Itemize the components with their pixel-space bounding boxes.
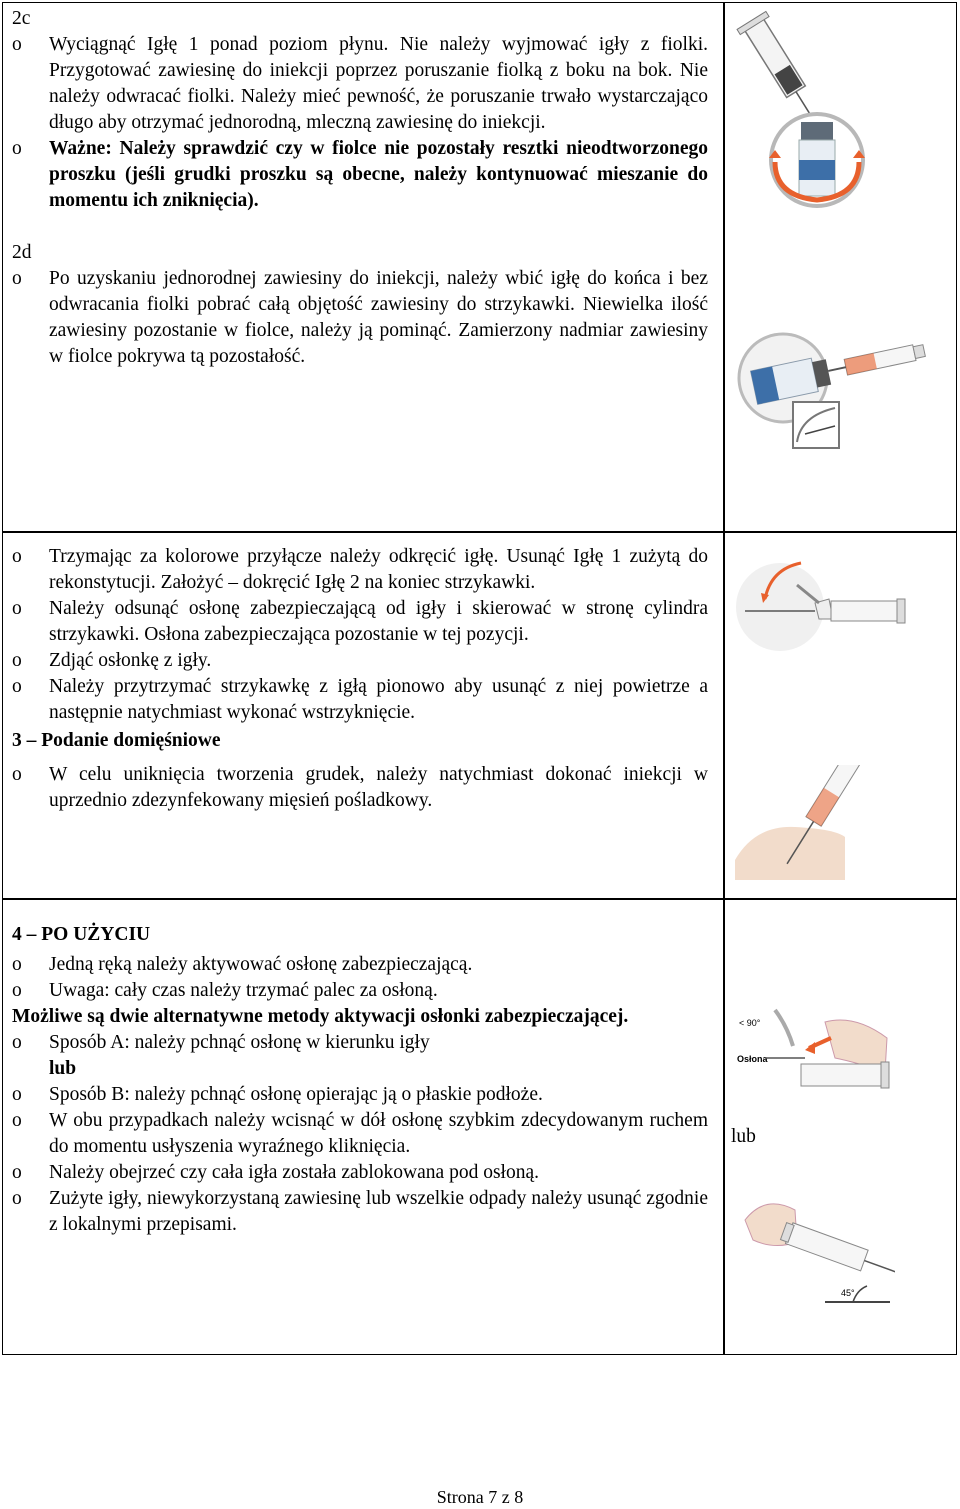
section-4-heading: 4 – PO UŻYCIU xyxy=(12,924,151,945)
vial-label xyxy=(799,160,835,180)
list-item: o Sposób A: należy pchnąć osłonę w kierunku igły xyxy=(12,1032,430,1053)
section-4 xyxy=(12,922,708,1238)
lub-separator: lub xyxy=(49,1058,77,1079)
intramuscular-injection-illustration xyxy=(735,765,885,880)
angle-label: < 90° xyxy=(739,1018,761,1028)
list-item: o Jedną ręką należy aktywować osłonę zabezpieczającą. xyxy=(12,954,473,975)
list-item: o Zużyte igły, niewykorzystaną zawiesinę lub wszelkie odpady należy usunąć zgodnie z lokalnymi przepisami. xyxy=(12,1188,708,1235)
list-item-important: o Ważne: Należy sprawdzić czy w fiolce nie pozostały resztki nieodtworzonego proszku (jeśli grudki proszku są obecne, należy kontynuować mieszanie do momentu ich zniknięcia). xyxy=(12,138,708,211)
section-2d xyxy=(12,240,708,370)
methods-subheading: Możliwe są dwie alternatywne metody aktywacji osłonki zabezpieczającej. xyxy=(12,1006,629,1027)
list-item: o Należy przytrzymać strzykawkę z igłą pionowo aby usunąć z niej powietrze a następnie natychmiast wykonać wstrzyknięcie. xyxy=(12,676,708,723)
withdraw-suspension-illustration xyxy=(735,320,935,455)
needle xyxy=(864,1261,895,1274)
method-b-illustration xyxy=(735,1190,895,1310)
syringe-plunger xyxy=(881,1062,889,1088)
section-3-heading: 3 – Podanie domięśniowe xyxy=(12,730,221,751)
angle-arc-icon xyxy=(853,1286,867,1302)
list-item: o Należy odsunąć osłonę zabezpieczającą od igły i skierować w stronę cylindra strzykawki. Osłona zabezpieczająca pozostanie w tej pozycji. xyxy=(12,598,708,645)
arrow-head-icon xyxy=(805,1042,815,1054)
list-item: o Uwaga: cały czas należy trzymać palec za osłoną. xyxy=(12,980,438,1001)
list-item: o Trzymając za kolorowe przyłącze należy odkręcić igłę. Usunąć Igłę 1 zużytą do rekonstytucji. Założyć – dokręcić Igłę 2 na koniec strzykawki. xyxy=(12,546,708,593)
list-item: o Zdjąć osłonkę z igły. xyxy=(12,650,212,671)
background-circle xyxy=(736,563,824,651)
needle-shield-illustration xyxy=(735,555,915,665)
syringe-barrel xyxy=(801,1064,881,1086)
section-2c xyxy=(12,6,708,214)
angle-label: 45° xyxy=(841,1288,855,1298)
page-footer: Strona 7 z 8 xyxy=(436,1487,524,1507)
method-a-illustration xyxy=(735,1002,895,1102)
section-label: 2d xyxy=(12,242,32,263)
list-item: o Sposób B: należy pchnąć osłonę opierając ją o płaskie podłoże. xyxy=(12,1084,543,1105)
syringe-fill xyxy=(844,353,877,375)
skin-icon xyxy=(735,827,845,880)
syringe-barrel xyxy=(785,1223,868,1271)
section-needle xyxy=(12,544,708,814)
vial-swirl-illustration xyxy=(735,10,875,225)
row-divider xyxy=(3,898,956,900)
syringe-barrel xyxy=(831,601,897,621)
list-item: o Wyciągnąć Igłę 1 ponad poziom płynu. Nie należy wyjmować igły z fiolki. Przygotować zawiesinę do iniekcji poprzez poruszanie fiolką z boku na bok. Nie należy odwracać fiolki. Należy mieć pewność, że poruszanie trwało wystarczająco długo aby otrzymać jednorodną, mleczną zawiesinę do iniekcji. xyxy=(12,34,708,133)
list-item: o W obu przypadkach należy wcisnąć w dół osłonę szybkim zdecydowanym ruchem do momentu usłyszenia wyraźnego kliknięcia. xyxy=(12,1110,708,1157)
image-lub-label: lub xyxy=(731,1126,756,1147)
row-divider xyxy=(3,531,956,533)
column-divider xyxy=(723,3,725,1354)
list-item: o Należy obejrzeć czy cała igła została zablokowana pod osłoną. xyxy=(12,1162,539,1183)
needle xyxy=(828,367,846,371)
angle-arc-icon xyxy=(775,1010,793,1046)
section-label: 2c xyxy=(12,8,31,29)
vial-cap xyxy=(801,122,833,140)
list-item: o Po uzyskaniu jednorodnej zawiesiny do iniekcji, należy wbić igłę do końca i bez odwracania fiolki pobrać całą objętość zawiesiny do strzykawki. Niewielka ilość zawiesiny pozostanie w fiolce, należy ją pominąć. Zamierzony nadmiar zawiesiny w fiolce pokrywa tą pozostałość. xyxy=(12,268,708,367)
list-item: o W celu uniknięcia tworzenia grudek, należy natychmiast dokonać iniekcji w uprzednio zdezynfekowany mięsień pośladkowy. xyxy=(12,764,708,811)
syringe-plunger xyxy=(913,345,925,359)
syringe-plunger xyxy=(897,599,905,623)
shield-label: Osłona xyxy=(737,1054,768,1064)
